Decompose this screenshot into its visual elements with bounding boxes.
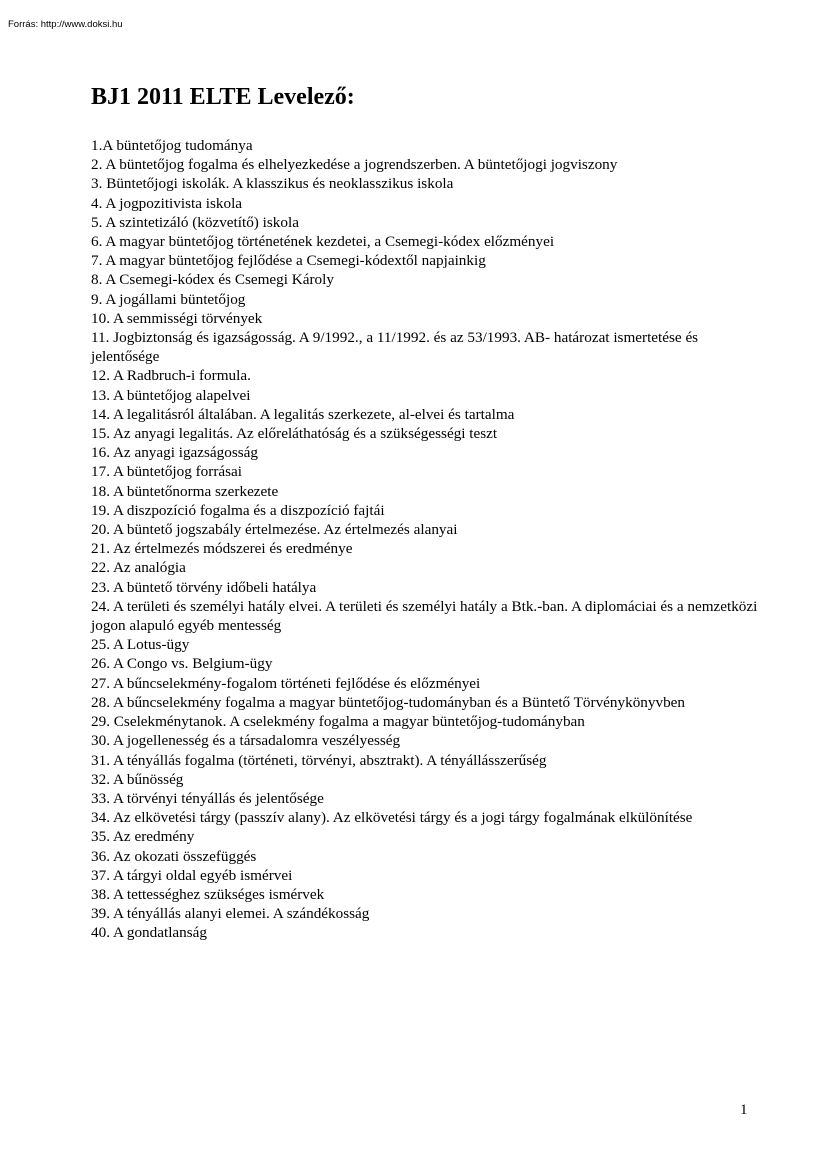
topic-item: 4. A jogpozitivista iskola: [91, 194, 243, 212]
topic-item: 13. A büntetőjog alapelvei: [91, 386, 251, 404]
topic-item: 15. Az anyagi legalitás. Az előreláthatóság és a szükségességi teszt: [91, 425, 498, 443]
topic-item: 30. A jogellenesség és a társadalomra veszélyesség: [91, 732, 401, 750]
topic-item: 39. A tényállás alanyi elemei. A szándékosság: [91, 905, 370, 923]
topic-item: 21. Az értelmezés módszerei és eredménye: [91, 540, 353, 558]
topic-item: 29. Cselekménytanok. A cselekmény fogalma a magyar büntetőjog-tudományban: [91, 713, 585, 731]
topic-item: 25. A Lotus-ügy: [91, 636, 190, 654]
topic-item: 26. A Congo vs. Belgium-ügy: [91, 655, 273, 673]
topic-item: 33. A törvényi tényállás és jelentősége: [91, 789, 324, 807]
topic-item: 10. A semmisségi törvények: [91, 309, 263, 327]
topic-item: 36. Az okozati összefüggés: [91, 847, 257, 865]
page-number: 1: [740, 1102, 748, 1118]
topic-item: 7. A magyar büntetőjog fejlődése a Csemegi-kódextől napjainkig: [91, 252, 486, 270]
topic-item: 19. A diszpozíció fogalma és a diszpozíció fajtái: [91, 501, 385, 519]
topic-item: 3. Büntetőjogi iskolák. A klasszikus és neoklasszikus iskola: [91, 175, 454, 193]
topic-item: 16. Az anyagi igazságosság: [91, 444, 259, 462]
topic-item: 37. A tárgyi oldal egyéb ismérvei: [91, 866, 293, 884]
topic-item: 18. A büntetőnorma szerkezete: [91, 482, 279, 500]
topic-item: 1.A büntetőjog tudománya: [91, 137, 253, 154]
topic-item: 2. A büntetőjog fogalma és elhelyezkedése a jogrendszerben. A büntetőjogi jogviszony: [91, 156, 618, 174]
topic-item: 6. A magyar büntetőjog történetének kezdetei, a Csemegi-kódex előzményei: [91, 233, 555, 251]
topic-item: 23. A büntető törvény időbeli hatálya: [91, 578, 317, 596]
topic-item: 17. A büntetőjog forrásai: [91, 463, 243, 481]
topic-item: 9. A jogállami büntetőjog: [91, 290, 246, 308]
topic-item: 12. A Radbruch-i formula.: [91, 367, 251, 385]
topic-item: 28. A bűncselekmény fogalma a magyar büntetőjog-tudományban és a Büntető Törvénykönyvben: [91, 693, 686, 711]
topic-item: 11. Jogbiztonság és igazságosság. A 9/1992., a 11/1992. és az 53/1993. AB- határozat ismertetése és jelentősége: [91, 329, 699, 366]
topic-item: 35. Az eredmény: [91, 828, 195, 846]
topic-item: 24. A területi és személyi hatály elvei. A területi és személyi hatály a Btk.-ban. A diplomáciai és a nemzetközi jogon alapuló egyéb mentesség: [91, 597, 758, 635]
source-attribution: Forrás: http://www.doksi.hu: [8, 19, 123, 30]
document-title: BJ1 2011 ELTE Levelező:: [91, 84, 355, 110]
topic-item: 8. A Csemegi-kódex és Csemegi Károly: [91, 271, 334, 289]
topic-list: [91, 136, 761, 943]
topic-item: 5. A szintetizáló (közvetítő) iskola: [91, 213, 299, 231]
topic-item: 22. Az analógia: [91, 559, 186, 577]
topic-item: 14. A legalitásról általában. A legalitás szerkezete, al-elvei és tartalma: [91, 405, 515, 423]
topic-item: 34. Az elkövetési tárgy (passzív alany). Az elkövetési tárgy és a jogi tárgy fogalmának elkülönítése: [91, 809, 693, 827]
topic-item: 40. A gondatlanság: [91, 924, 208, 942]
topic-item: 31. A tényállás fogalma (történeti, törvényi, absztrakt). A tényállásszerűség: [91, 751, 547, 769]
topic-item: 27. A bűncselekmény-fogalom történeti fejlődése és előzményei: [91, 674, 481, 692]
topic-item: 20. A büntető jogszabály értelmezése. Az értelmezés alanyai: [91, 521, 458, 539]
topic-item: 32. A bűnösség: [91, 770, 184, 788]
topic-item: 38. A tettességhez szükséges ismérvek: [91, 885, 325, 903]
